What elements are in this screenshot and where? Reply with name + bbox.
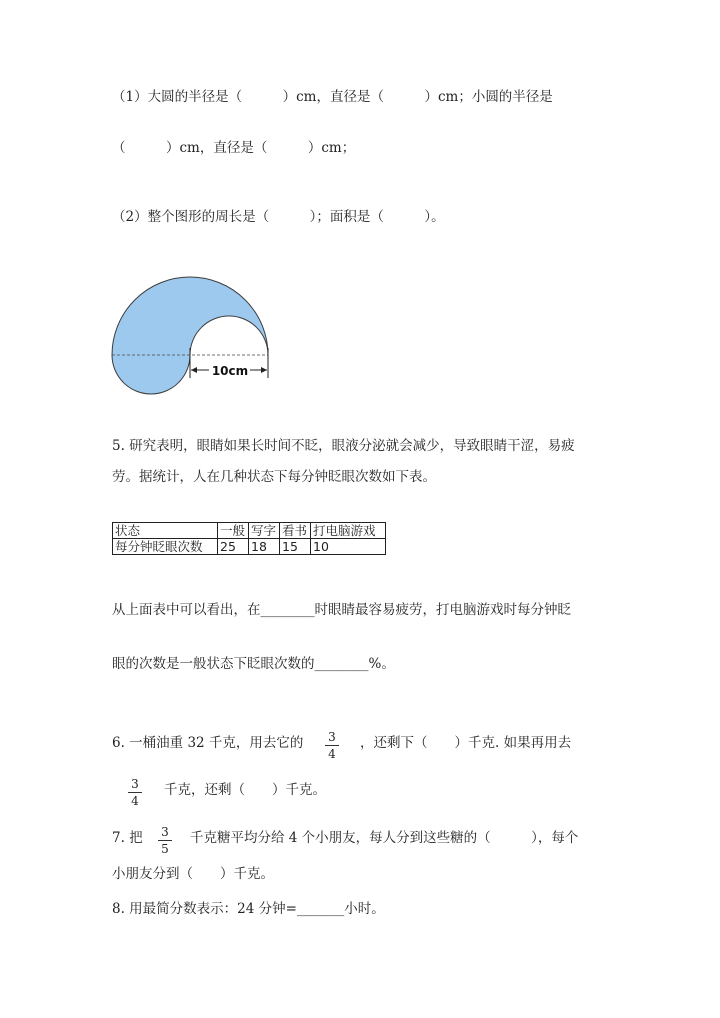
q5-line1: 5. 研究表明，眼睛如果长时间不眨，眼液分泌就会减少，导致眼睛干涩，易疲	[112, 438, 575, 454]
arrow-right-icon	[261, 367, 267, 373]
q7-line1-part2: 千克糖平均分给 4 个小朋友，每人分到这些糖的（ ），每个	[190, 830, 579, 846]
q7-fraction	[158, 826, 172, 855]
blink-table	[112, 522, 386, 555]
q8-line: 8. 用最简分数表示：24 分钟=_______小时。	[112, 901, 385, 917]
fraction-numerator: 3	[131, 777, 139, 791]
table-header-cell: 看书	[280, 523, 311, 539]
fraction-bar	[158, 840, 172, 841]
q6-fraction-1	[325, 731, 339, 760]
figure-label: 10cm	[211, 364, 249, 378]
fraction-bar	[325, 745, 339, 746]
fraction-numerator: 3	[161, 825, 169, 839]
table-row	[113, 523, 386, 539]
circle-figure	[104, 270, 284, 400]
table-cell: 25	[218, 539, 249, 555]
fraction-numerator: 3	[328, 730, 336, 744]
fraction-denominator: 4	[328, 747, 336, 761]
q6-line1-part1: 6. 一桶油重 32 千克，用去它的	[112, 735, 304, 751]
table-header-cell: 打电脑游戏	[311, 523, 386, 539]
q5-line4: 眼的次数是一般状态下眨眼次数的________%。	[112, 656, 395, 672]
q6-line1-part2: ，还剩下（ ）千克. 如果再用去	[360, 735, 572, 751]
table-header-cell: 写字	[249, 523, 280, 539]
arrow-left-icon	[191, 367, 197, 373]
table-row	[113, 539, 386, 555]
table-cell: 每分钟眨眼次数	[113, 539, 218, 555]
q4-part2-line: （2）整个图形的周长是（ ）；面积是（ ）。	[112, 209, 445, 225]
q4-part1-line1: （1）大圆的半径是（ ）cm，直径是（ ）cm；小圆的半径是	[112, 89, 553, 105]
table-header-cell: 一般	[218, 523, 249, 539]
table-cell: 18	[249, 539, 280, 555]
table-cell: 10	[311, 539, 386, 555]
q7-line1-part1: 7. 把	[112, 830, 143, 846]
q4-part1-line2: （ ）cm，直径是（ ）cm；	[112, 140, 356, 156]
fraction-denominator: 5	[161, 842, 169, 856]
q7-line2: 小朋友分到（ ）千克。	[112, 866, 274, 882]
q5-line3: 从上面表中可以看出，在________时眼睛最容易疲劳，打电脑游戏时每分钟眨	[112, 602, 571, 618]
fraction-denominator: 4	[131, 794, 139, 808]
q6-fraction-2	[128, 778, 142, 807]
q6-line2: 千克，还剩（ ）千克。	[164, 782, 326, 798]
q5-line2: 劳。据统计，人在几种状态下每分钟眨眼次数如下表。	[112, 469, 436, 485]
fraction-bar	[128, 792, 142, 793]
table-header-cell: 状态	[113, 523, 218, 539]
table-cell: 15	[280, 539, 311, 555]
